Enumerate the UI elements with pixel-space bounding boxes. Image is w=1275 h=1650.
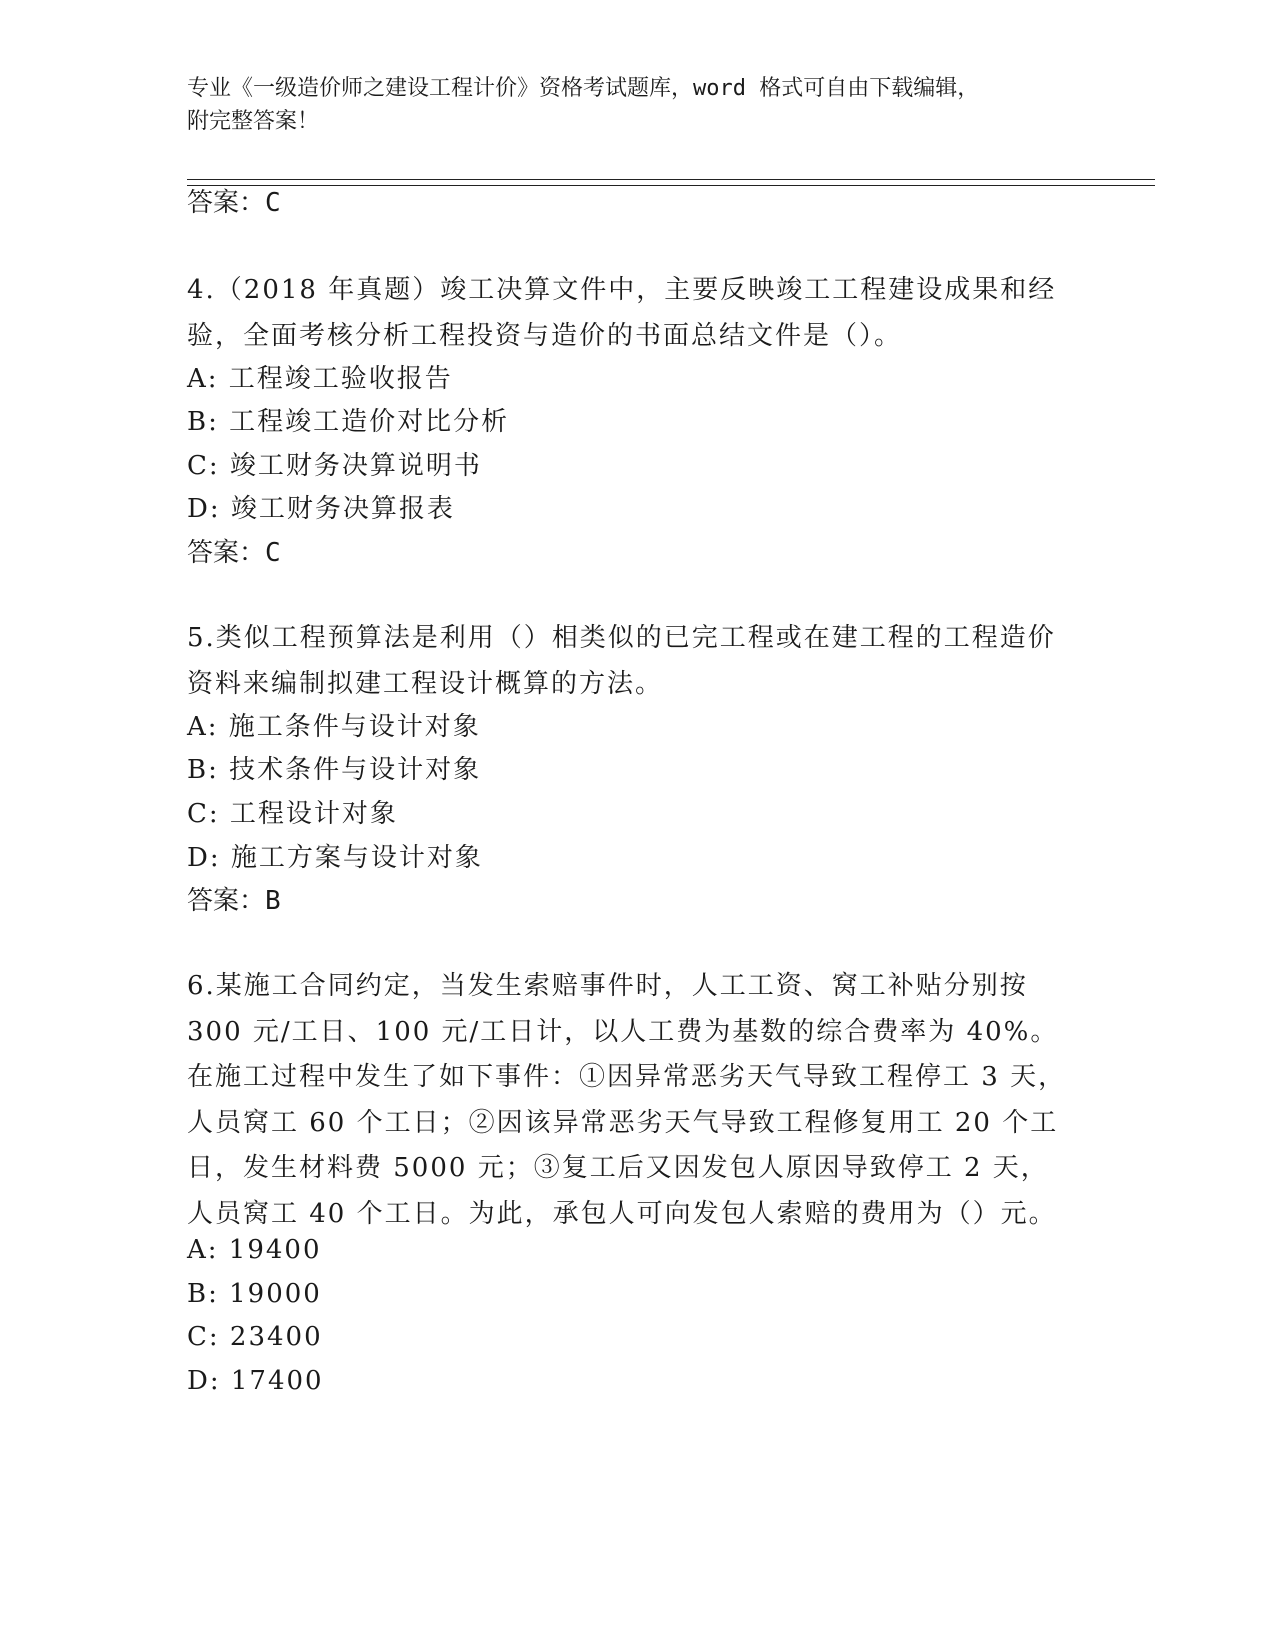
answer-previous: 答案：C [187, 188, 281, 218]
question-5-option-b: B: 技术条件与设计对象 [187, 755, 482, 785]
question-5-text: 5.类似工程预算法是利用（）相类似的已完工程或在建工程的工程造价资料来编制拟建工程设计概算的方法。 [187, 623, 1056, 699]
question-4-option-b: B: 工程竣工造价对比分析 [187, 407, 510, 437]
header-line-1: 专业《一级造价师之建设工程计价》资格考试题库，word 格式可自由下载编辑， [187, 76, 980, 101]
question-4-option-a: A: 工程竣工验收报告 [187, 364, 453, 394]
question-6-option-b: B: 19000 [187, 1279, 322, 1309]
page-header [187, 72, 1067, 138]
question-6-option-a: A: 19400 [187, 1235, 322, 1265]
question-6-text: 6.某施工合同约定，当发生索赔事件时，人工工资、窝工补贴分别按 300 元/工日、100 元/工日计，以人工费为基数的综合费率为 40%。在施工过程中发生了如下事件：①因异常恶劣天气导致工程停工 3 天，人员窝工 60 个工日；②因该异常恶劣天气导致工程修复用工 20 个工日，发生材料费 5000 元；③复工后又因发包人原因导致停工 2 天，人员窝工 40 个工日。为此，承包人可向发包人索赔的费用为（）元。 [187, 971, 1067, 1229]
header-line-2: 附完整答案！ [187, 109, 320, 134]
question-4-option-c: C: 竣工财务决算说明书 [187, 451, 482, 481]
question-5-answer: 答案：B [187, 886, 281, 916]
question-5-option-c: C: 工程设计对象 [187, 799, 398, 829]
header-rule-top [187, 179, 1155, 180]
question-4-text: 4.（2018 年真题）竣工决算文件中，主要反映竣工工程建设成果和经验，全面考核分析工程投资与造价的书面总结文件是（）。 [187, 275, 1057, 351]
question-5-option-d: D: 施工方案与设计对象 [187, 843, 483, 873]
question-4-option-d: D: 竣工财务决算报表 [187, 494, 455, 524]
question-4-answer: 答案：C [187, 538, 281, 568]
question-6-option-c: C: 23400 [187, 1322, 323, 1352]
question-5-option-a: A: 施工条件与设计对象 [187, 712, 481, 742]
header-rule-bottom [187, 185, 1155, 186]
question-6-option-d: D: 17400 [187, 1366, 324, 1396]
